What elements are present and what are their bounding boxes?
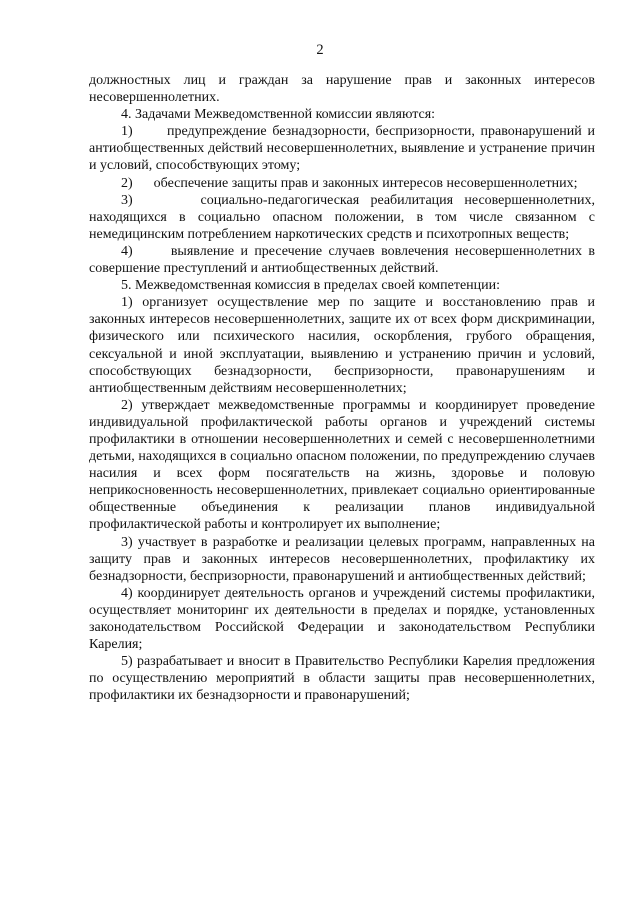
paragraph: 4) выявление и пресечение случаев вовлечения несовершеннолетних в совершение преступлений и антиобщественных действий.: [89, 243, 595, 277]
paragraph: 5) разрабатывает и вносит в Правительство Республики Карелия предложения по осуществлению мероприятий в области защиты прав несовершеннолетних, профилактики их безнадзорности и правонарушений;: [89, 654, 595, 704]
paragraph: 4. Задачами Межведомственной комиссии являются:: [121, 107, 436, 123]
paragraph: 3) участвует в разработке и реализации целевых программ, направленных на защиту прав и законных интересов несовершеннолетних, профилактику их безнадзорности, беспризорности, правонарушений и антиобщественных действий;: [89, 534, 595, 584]
paragraph: 2) утверждает межведомственные программы и координирует проведение индивидуальной профилактической работы органов и учреждений системы профилактики в отношении несовершеннолетних и семей с несовершеннолетними детьми, находящихся в социально опасном положении, по предупреждению случаев насилия и всех форм посягательств на жизнь, здоровье и половую неприкосновенность несовершеннолетних, привлекает социально ориентированные общественные объединения к реализации планов индивидуальной профилактической работы и контролирует их выполнение;: [89, 397, 595, 533]
paragraph: 5. Межведомственная комиссия в пределах своей компетенции:: [121, 278, 501, 294]
document-body: [89, 72, 595, 704]
paragraph: 1) предупреждение безнадзорности, беспризорности, правонарушений и антиобщественных действий несовершеннолетних, выявление и устранение причин и условий, способствующих этому;: [89, 124, 595, 174]
page-number: 2: [316, 42, 324, 58]
paragraph: 4) координирует деятельность органов и учреждений системы профилактики, осуществляет мониторинг их деятельности в пределах и порядке, установленных законодательством Российской Федерации и законодательством Республики Карелия;: [89, 585, 595, 653]
paragraph: должностных лиц и граждан за нарушение прав и законных интересов несовершеннолетних.: [89, 73, 595, 106]
paragraph: 3) социально-педагогическая реабилитация несовершеннолетних, находящихся в социально опасном положении, в том числе связанном с немедицинским потреблением наркотических средств и психотропных веществ;: [89, 192, 595, 242]
paragraph: 2) обеспечение защиты прав и законных интересов несовершеннолетних;: [121, 175, 578, 191]
paragraph: 1) организует осуществление мер по защите и восстановлению прав и законных интересов несовершеннолетних, защите их от всех форм дискриминации, физического или психического насилия, оскорбления, грубого обращения, сексуальной и иной эксплуатации, выявлению и устранению причин и условий, способствующих безнадзорности, беспризорности, правонарушениям и антиобщественным действиям несовершеннолетних;: [89, 295, 595, 396]
